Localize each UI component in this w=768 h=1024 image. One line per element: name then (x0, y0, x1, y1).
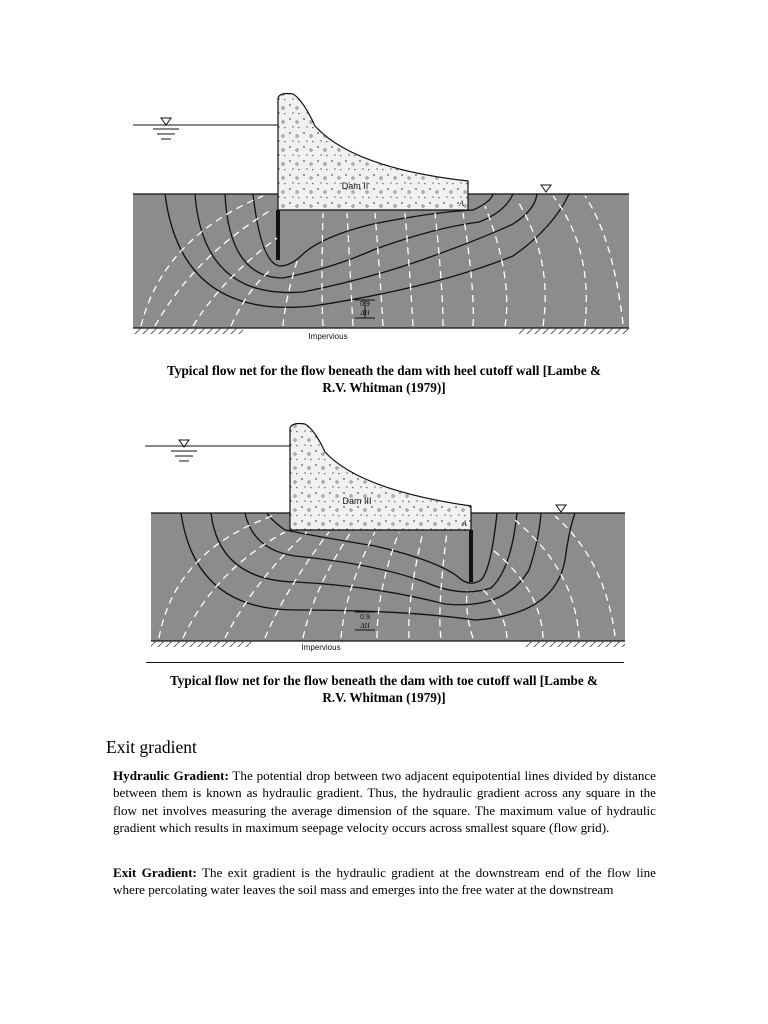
caption-line: R.V. Whitman (1979)] (322, 690, 446, 705)
caption-line: R.V. Whitman (1979)] (322, 380, 446, 395)
dam-label: Dam III (342, 496, 372, 506)
figure-caption (100, 672, 668, 706)
scale-unit: ΔH (360, 622, 370, 630)
point-label: A (459, 199, 464, 208)
paragraph-exit-gradient (113, 864, 656, 899)
scale-value: 0.9 (360, 614, 370, 621)
figure-dam-heel-cutoff (133, 88, 633, 350)
point-label: A (462, 519, 467, 528)
caption-line: Typical flow net for the flow beneath the dam with toe cutoff wall [Lambe & (169, 673, 599, 688)
paragraph-text: The exit gradient is the hydraulic gradient at the downstream end of the flow line where percolating water leaves the soil mass and emerges into the free water at the downstream (113, 865, 656, 898)
paragraph-hydraulic-gradient (113, 767, 656, 836)
figure-rule (146, 662, 624, 663)
soil-layer (133, 194, 629, 328)
section-heading: Exit gradient (106, 737, 197, 757)
dam-label: Dam II (341, 181, 369, 191)
figure-caption (100, 362, 668, 396)
caption-line: Typical flow net for the flow beneath the dam with heel cutoff wall [Lambe & (167, 363, 601, 378)
paragraph-text: The potential drop between two adjacent equipotential lines divided by distance between them is known as hydraulic gradient. Thus, the hydraulic gradient across any square in the flow net involves measuring the average dimension of the square. The maximum value of hydraulic gradient which results in maximum seepage velocity occurs across smallest square (flow grid). (113, 768, 656, 835)
term: Hydraulic Gradient: (113, 768, 229, 783)
scale-unit: ΔH (360, 309, 370, 317)
impervious-label: Impervious (301, 643, 341, 652)
figure-dam-toe-cutoff (145, 420, 625, 665)
scale-value: 0.9 (360, 301, 370, 308)
impervious-label: Impervious (308, 332, 348, 341)
term: Exit Gradient: (113, 865, 197, 880)
soil-layer (151, 513, 625, 641)
